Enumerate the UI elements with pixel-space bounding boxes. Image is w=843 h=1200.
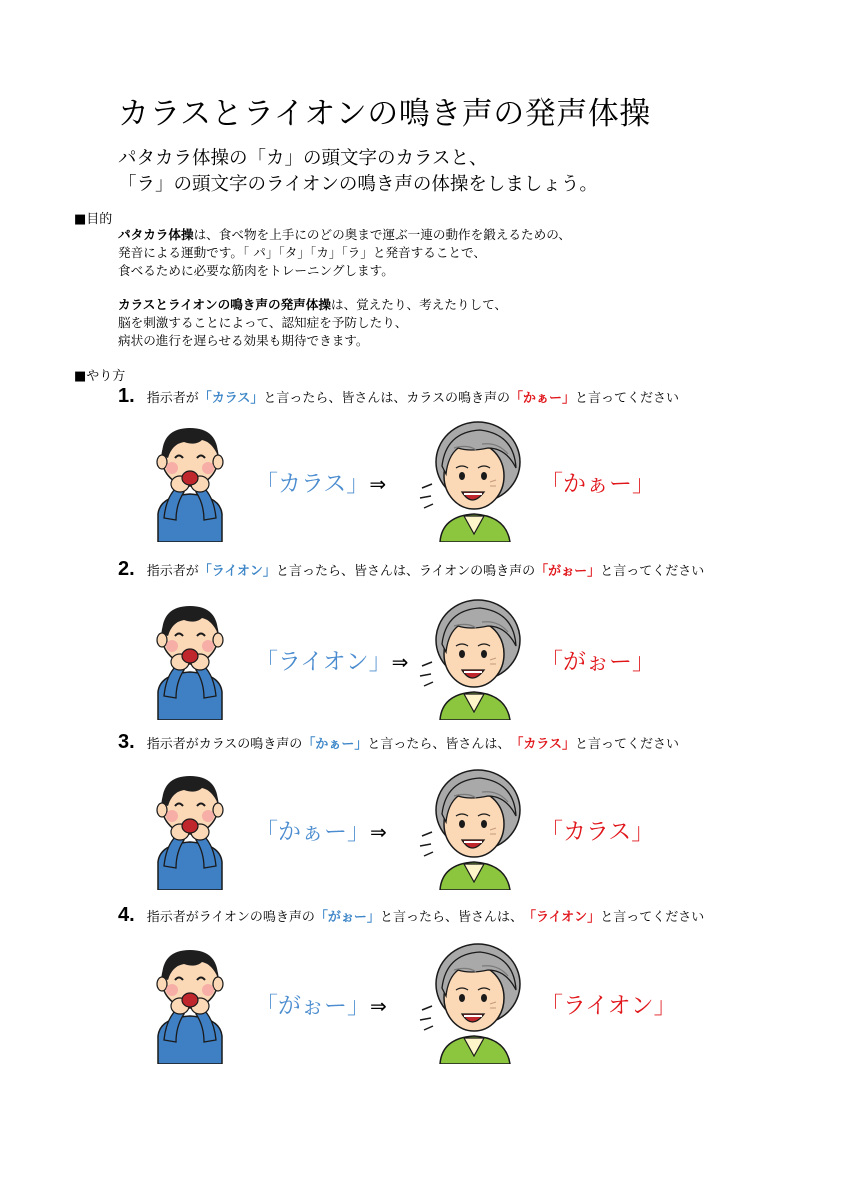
instruction-cue: 「ライオン」 xyxy=(198,564,276,579)
prompt-call xyxy=(255,987,387,1020)
purpose-heading: ■目的 xyxy=(74,212,113,227)
instruction-after: と言ってください xyxy=(600,910,705,925)
instruction-reply: 「カラス」 xyxy=(510,737,575,752)
prompt-call xyxy=(255,465,386,498)
instruction-middle: と言ったら、皆さんは、カラスの鳴き声の xyxy=(263,391,510,406)
instruction-before: 指示者が xyxy=(146,564,199,579)
purpose-p2-line3: 病状の進行を遅らせる効果も期待できます。 xyxy=(118,333,369,348)
instruction-before: 指示者がカラスの鳴き声の xyxy=(146,737,303,752)
step-instruction xyxy=(118,385,679,408)
page-title: カラスとライオンの鳴き声の発声体操 xyxy=(118,96,651,132)
method-heading: ■やり方 xyxy=(74,369,126,384)
purpose-p1-line1: は、食べ物を上手にのどの奥まで運ぶ一連の動作を鍛えるための、 xyxy=(193,227,571,242)
arrow-icon: ⇒ xyxy=(370,994,387,1018)
instruction-reply: 「ライオン」 xyxy=(522,910,601,925)
step-instruction xyxy=(118,731,679,754)
elderly-woman-speaking-icon xyxy=(418,418,530,542)
call-response-illustration xyxy=(150,596,690,726)
boy-calling-icon xyxy=(150,418,230,542)
call-response-illustration xyxy=(150,418,690,548)
purpose-paragraph-2 xyxy=(118,296,507,350)
subtitle-line-2: 「ラ」の頭文字のライオンの鳴き声の体操をしましょう。 xyxy=(118,174,598,195)
instruction-before: 指示者が xyxy=(146,391,199,406)
instruction-middle: と言ったら、皆さんは、 xyxy=(367,737,511,752)
response-word: 「がぉー」 xyxy=(540,649,655,675)
boy-calling-icon xyxy=(150,940,230,1064)
instruction-reply: 「がぉー」 xyxy=(535,564,601,579)
step-instruction xyxy=(118,904,704,927)
instruction-after: と言ってください xyxy=(574,391,679,406)
instruction-reply: 「かぁー」 xyxy=(509,391,575,406)
purpose-p1-bold: パタカラ体操 xyxy=(118,227,194,242)
arrow-icon: ⇒ xyxy=(370,820,387,844)
instruction-after: と言ってください xyxy=(574,737,679,752)
boy-calling-icon xyxy=(150,596,230,720)
instruction-middle: と言ったら、皆さんは、ライオンの鳴き声の xyxy=(275,564,536,579)
call-response-illustration xyxy=(150,940,690,1070)
purpose-p1-line2: 発音による運動です。「 パ」「タ」「カ」「ラ」と発音することで、 xyxy=(118,245,486,260)
prompt-word: 「かぁー」 xyxy=(255,819,370,845)
call-response-illustration xyxy=(150,766,690,896)
instruction-cue: 「かぁー」 xyxy=(302,737,368,752)
purpose-p2-line1: は、覚えたり、考えたりして、 xyxy=(330,297,508,312)
purpose-p2-line2: 脳を刺激することによって、認知症を予防したり、 xyxy=(118,315,408,330)
step-instruction xyxy=(118,558,704,581)
elderly-woman-speaking-icon xyxy=(418,596,530,720)
step-number: 2. xyxy=(118,558,135,580)
step-number: 4. xyxy=(118,904,135,926)
instruction-after: と言ってください xyxy=(600,564,705,579)
prompt-call xyxy=(255,643,408,676)
instruction-before: 指示者がライオンの鳴き声の xyxy=(146,910,315,925)
step-number: 1. xyxy=(118,385,135,407)
prompt-word: 「ライオン」 xyxy=(255,649,392,675)
purpose-p1-line3: 食べるために必要な筋肉をトレーニングします。 xyxy=(118,263,394,278)
step-number: 3. xyxy=(118,731,135,753)
elderly-woman-speaking-icon xyxy=(418,766,530,890)
arrow-icon: ⇒ xyxy=(391,650,409,674)
response-word: 「ライオン」 xyxy=(540,993,677,1019)
subtitle-line-1: パタカラ体操の「カ」の頭文字のカラスと、 xyxy=(118,148,488,169)
elderly-woman-speaking-icon xyxy=(418,940,530,1064)
response-word: 「カラス」 xyxy=(540,819,655,845)
instruction-cue: 「カラス」 xyxy=(198,391,264,406)
response-word: 「かぁー」 xyxy=(540,471,655,497)
arrow-icon: ⇒ xyxy=(369,472,387,496)
instruction-cue: 「がぉー」 xyxy=(314,910,380,925)
instruction-middle: と言ったら、皆さんは、 xyxy=(379,910,523,925)
purpose-paragraph-1 xyxy=(118,226,571,280)
purpose-p2-bold: カラスとライオンの鳴き声の発声体操 xyxy=(118,297,331,312)
boy-calling-icon xyxy=(150,766,230,890)
prompt-call xyxy=(255,813,387,846)
prompt-word: 「カラス」 xyxy=(255,471,370,497)
subtitle xyxy=(118,146,598,198)
prompt-word: 「がぉー」 xyxy=(255,993,370,1019)
